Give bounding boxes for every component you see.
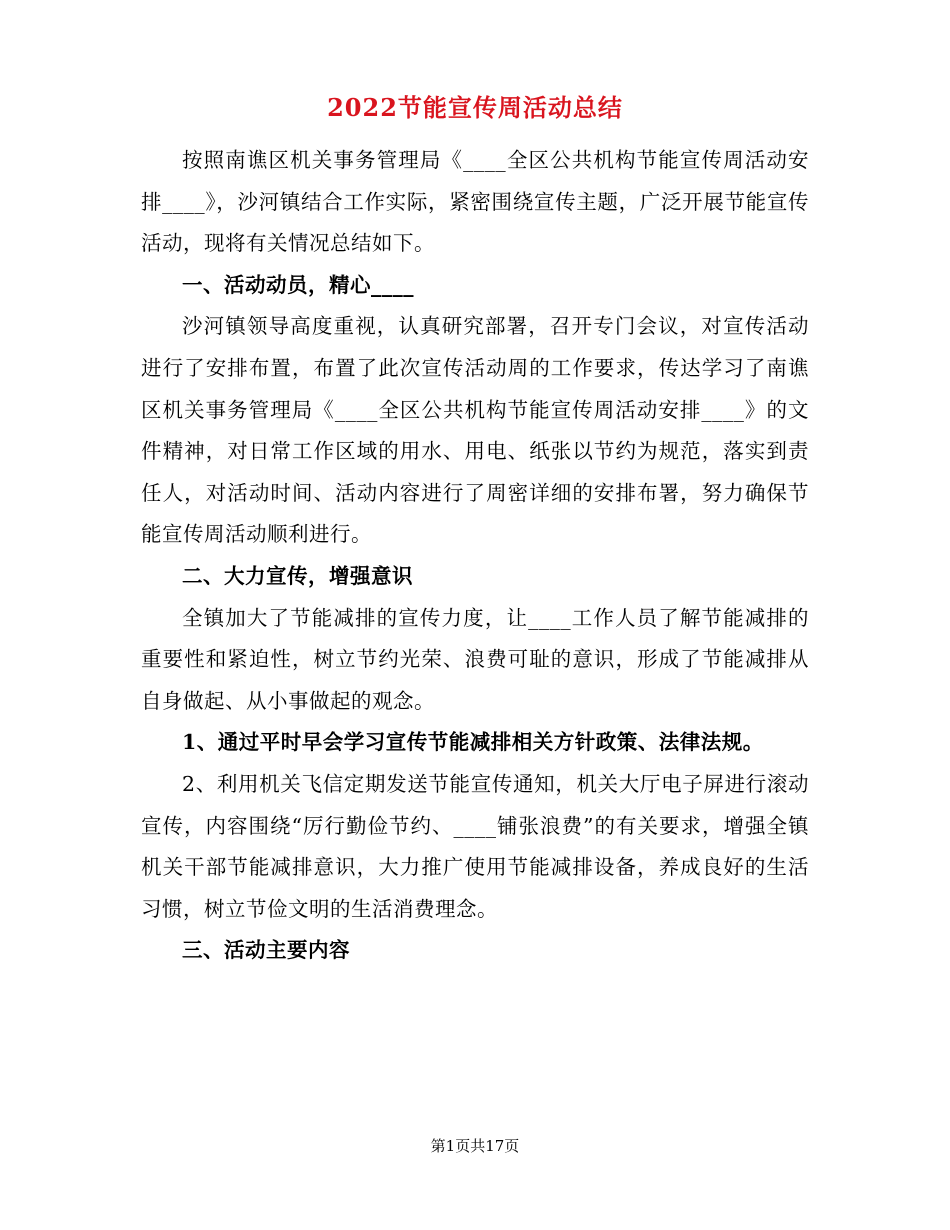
section-heading-1: 一、活动动员，精心____ <box>182 272 414 297</box>
page-number: 第1页共17页 <box>430 1137 520 1155</box>
list-item-1: 1、通过平时早会学习宣传节能减排相关方针政策、法律法规。 <box>182 730 764 755</box>
section-heading-3: 三、活动主要内容 <box>182 938 350 963</box>
list-item-2: 2、利用机关飞信定期发送节能宣传通知，机关大厅电子屏进行滚动宣传，内容围绕“厉行勤俭节约、____铺张浪费”的有关要求，增强全镇机关干部节能减排意识，大力推广使用节能减排设备，养成良好的生活习惯，树立节俭文明的生活消费理念。 <box>141 771 809 921</box>
document-body <box>141 140 809 972</box>
paragraph-section-1: 沙河镇领导高度重视，认真研究部署，召开专门会议，对宣传活动进行了安排布置，布置了此次宣传活动周的工作要求，传达学习了南谯区机关事务管理局《____全区公共机构节能宣传周活动安排____》的文件精神，对日常工作区域的用水、用电、纸张以节约为规范，落实到责任人，对活动时间、活动内容进行了周密详细的安排布署，努力确保节能宣传周活动顺利进行。 <box>141 314 809 547</box>
paragraph-section-2: 全镇加大了节能减排的宣传力度，让____工作人员了解节能减排的重要性和紧迫性，树立节约光荣、浪费可耻的意识，形成了节能减排从自身做起、从小事做起的观念。 <box>141 605 809 713</box>
document-title: 2022节能宣传周活动总结 <box>327 93 623 122</box>
paragraph-intro: 按照南谯区机关事务管理局《____全区公共机构节能宣传周活动安排____》，沙河镇结合工作实际，紧密围绕宣传主题，广泛开展节能宣传活动，现将有关情况总结如下。 <box>141 148 809 256</box>
section-heading-2: 二、大力宣传，增强意识 <box>182 563 413 588</box>
